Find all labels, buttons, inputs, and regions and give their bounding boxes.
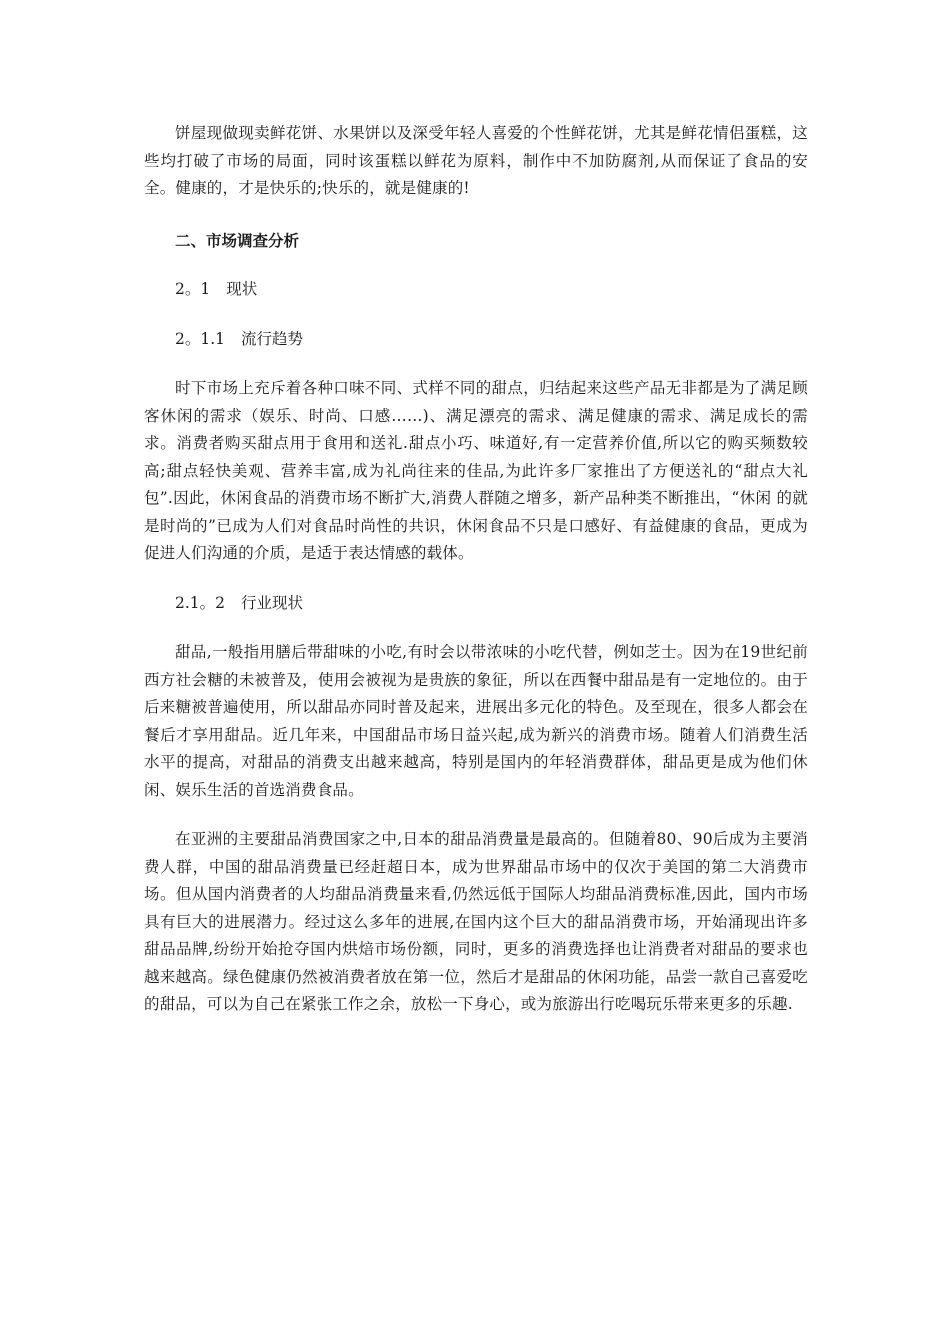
paragraph-industry: 甜品,一般指用膳后带甜味的小吃,有时会以带浓味的小吃代替，例如芝士。因为在19世纪前西方社会糖的未被普及，使用会被视为是贵族的象征，所以在西餐中甜品是有一定地位的。由于后来糖被普遍使用，所以甜品亦同时普及起来，进展出多元化的特色。及至现在，很多人都会在餐后才享用甜品。近几年来，中国甜品市场日益兴起,成为新兴的消费市场。随着人们消费生活水平的提高，对甜品的消费支出越来越高，特别是国内的年轻消费群体，甜品更是成为他们休闲、娱乐生活的首选消费食品。 <box>144 643 808 799</box>
subheading-2-1-title: 现状 <box>226 280 258 298</box>
subheading-2-1-2 <box>144 590 808 618</box>
subheading-2-1-1-title: 流行趋势 <box>241 329 304 348</box>
paragraph-intro: 饼屋现做现卖鲜花饼、水果饼以及深受年轻人喜爱的个性鲜花饼，尤其是鲜花情侣蛋糕，这些均打破了市场的局面，同时该蛋糕以鲜花为原料，制作中不加防腐剂,从而保证了食品的安全。健康的，才是快乐的;快乐的，就是健康的! <box>144 124 808 197</box>
subheading-2-1-number: 2。1 <box>175 280 211 298</box>
subheading-2-1-2-number: 2.1。2 <box>175 593 226 612</box>
subheading-2-1-2-title: 行业现状 <box>241 593 304 612</box>
subheading-2-1-1 <box>144 326 808 354</box>
paragraph-asia: 在亚洲的主要甜品消费国家之中,日本的甜品消费量是最高的。但随着80、90后成为主要消费人群，中国的甜品消费量已经赶超日本，成为世界甜品市场中的仅次于美国的第二大消费市场。但从国内消费者的人均甜品消费量来看,仍然远低于国际人均甜品消费标准,因此，国内市场具有巨大的进展潜力。经过这么多年的进展,在国内这个巨大的甜品消费市场，开始涌现出许多甜品品牌,纷纷开始抢夺国内烘焙市场份额，同时，更多的消费选择也让消费者对甜品的要求也越来越高。绿色健康仍然被消费者放在第一位，然后才是甜品的休闲功能，品尝一款自己喜爱吃的甜品，可以为自己在紧张工作之余，放松一下身心，或为旅游出行吃喝玩乐带来更多的乐趣. <box>144 830 808 1013</box>
subheading-2-1-1-number: 2。1.1 <box>175 329 226 348</box>
document-body <box>144 120 808 1019</box>
paragraph-trend: 时下市场上充斥着各种口味不同、式样不同的甜点，归结起来这些产品无非都是为了满足顾客休闲的需求（娱乐、时尚、口感……)、满足漂亮的需求、满足健康的需求、满足成长的需求。消费者购买甜点用于食用和送礼.甜点小巧、味道好,有一定营养价值,所以它的购买频数较高;甜点轻快美观、营养丰富,成为礼尚往来的佳品,为此许多厂家推出了方便送礼的“甜点大礼包”.因此，休闲食品的消费市场不断扩大,消费人群随之增多，新产品种类不断推出，“休闲 的就是时尚的”已成为人们对食品时尚性的共识，休闲食品不只是口感好、有益健康的食品，更成为促进人们沟通的介质，是适于表达情感的载体。 <box>144 379 808 562</box>
section-heading-market-analysis: 二、市场调查分析 <box>175 230 300 250</box>
subheading-2-1 <box>144 276 808 304</box>
